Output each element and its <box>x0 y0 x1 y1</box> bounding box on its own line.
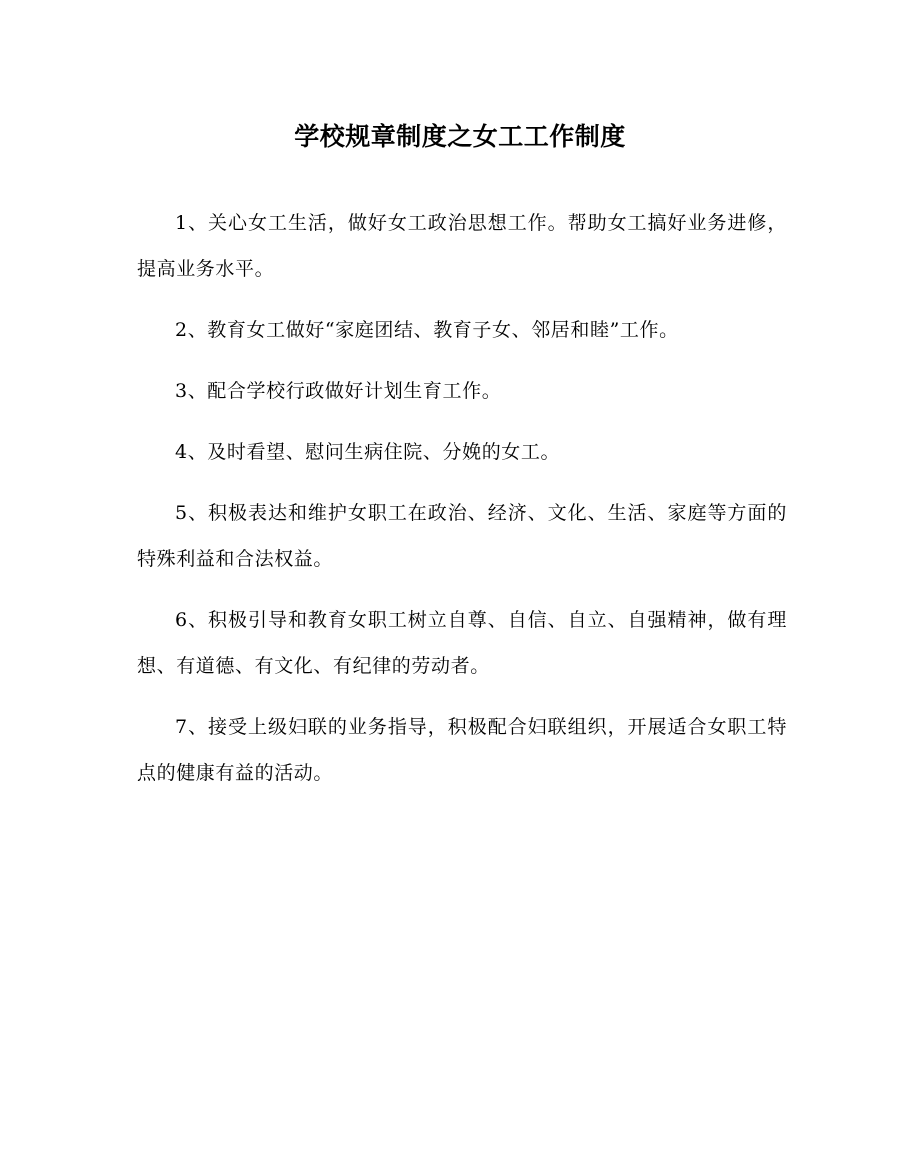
paragraph-1: 1、关心女工生活，做好女工政治思想工作。帮助女工搞好业务进修，提高业务水平。 <box>137 212 787 280</box>
paragraph-2: 2、教育女工做好“家庭团结、教育子女、邻居和睦”工作。 <box>175 319 679 341</box>
paragraph-4: 4、及时看望、慰问生病住院、分娩的女工。 <box>175 441 561 463</box>
paragraph-7: 7、接受上级妇联的业务指导，积极配合妇联组织，开展适合女职工特点的健康有益的活动。 <box>137 716 787 784</box>
paragraph-5: 5、积极表达和维护女职工在政治、经济、文化、生活、家庭等方面的特殊利益和合法权益。 <box>137 502 787 570</box>
paragraph-6: 6、积极引导和教育女职工树立自尊、自信、自立、自强精神，做有理想、有道德、有文化、有纪律的劳动者。 <box>137 609 787 677</box>
document-body <box>137 200 787 811</box>
document-title: 学校规章制度之女工工作制度 <box>294 122 626 151</box>
paragraph-3: 3、配合学校行政做好计划生育工作。 <box>175 380 502 402</box>
